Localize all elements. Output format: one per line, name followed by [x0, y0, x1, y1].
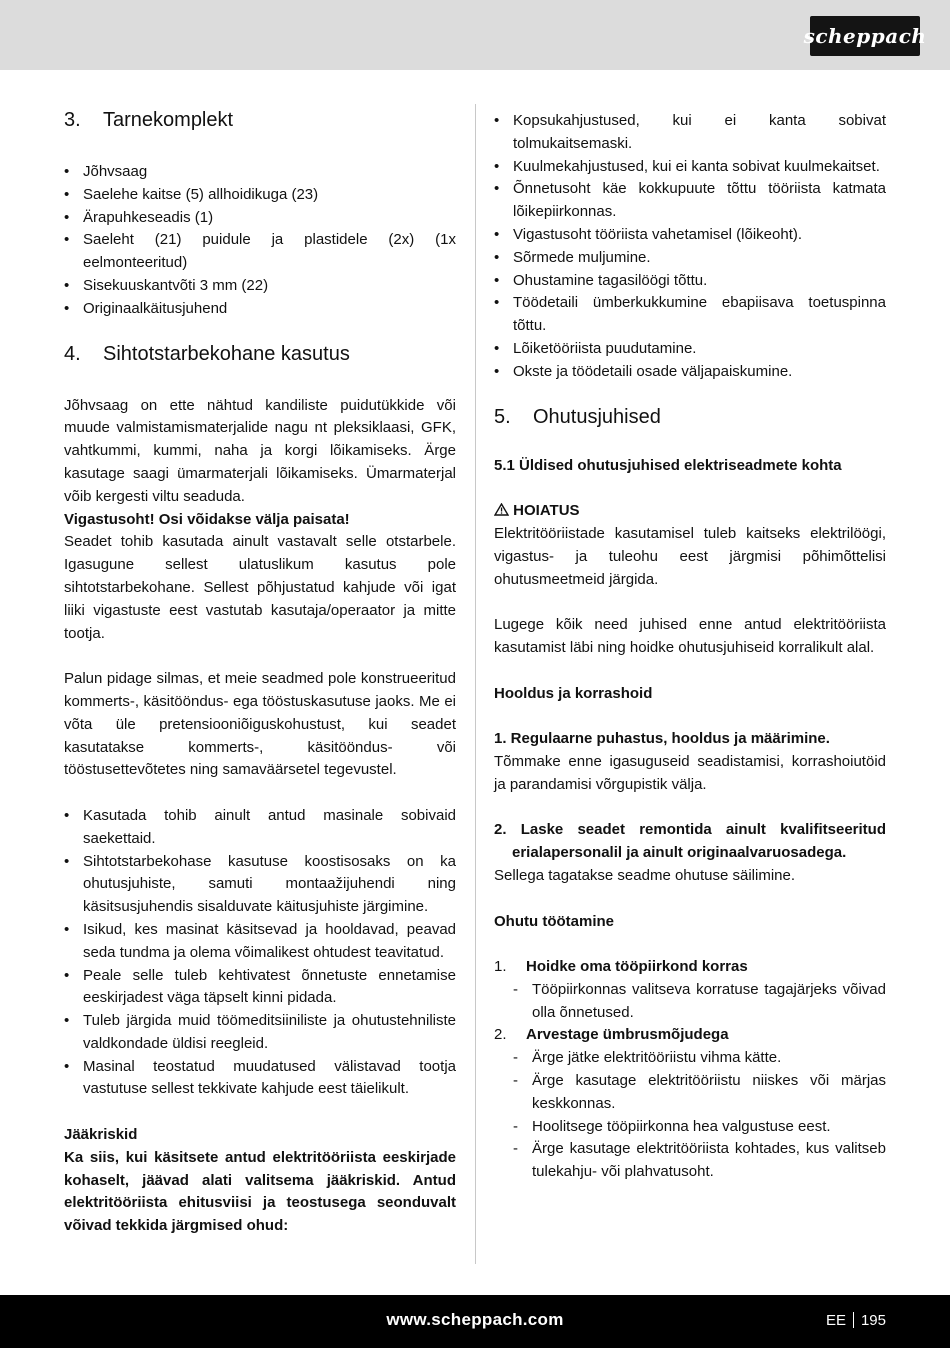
item-title: Hoidke oma tööpiirkond korras — [526, 958, 748, 976]
list-item: - Ärge jätke elektritööriistu vihma kätte. — [513, 1047, 886, 1070]
warning-triangle-icon — [494, 502, 513, 519]
list-item: • Ärapuhkeseadis (1) — [64, 207, 456, 230]
numbered-item — [494, 956, 886, 979]
footer-bar — [0, 1295, 950, 1348]
paragraph: Lugege kõik need juhised enne antud elektritööriista kasutamist läbi ning hoidke ohutusjuhiseid korralikult alal. — [494, 616, 886, 656]
section-number: 5. — [494, 405, 511, 428]
paragraph: Elektritööriistade kasutamisel tuleb kaitseks elektrilöögi, vigastus- ja tuleohu eest järgmisi põhimõttelisi ohutusmeetmeid järgida. — [494, 524, 886, 588]
list-item: • Jõhvsaag — [64, 161, 456, 184]
list-item: • Sõrmede muljumine. — [494, 247, 886, 270]
item-number: 2. — [494, 1026, 507, 1044]
list-item: • Töödetaili ümberkukkumine ebapiisava toetuspinna tõttu. — [494, 292, 886, 338]
list-item: • Kuulmekahjustused, kui ei kanta sobivat kuulmekaitset. — [494, 156, 886, 179]
left-column — [64, 100, 456, 1238]
item-number: 1. — [494, 958, 507, 976]
list-item: - Ärge kasutage elektritööriista kohtades, kus valitseb tulekahju- või plahvatusoht. — [513, 1138, 886, 1184]
list-item: • Peale selle tuleb kehtivatest õnnetuste ennetamise eeskirjadest väga täpselt kinni pidada. — [64, 965, 456, 1011]
list-item: • Masinal teostatud muudatused välistavad tootja vastutuse sellest tekkivate kahjude eest täielikult. — [64, 1056, 456, 1102]
list-item: • Originaalkäitusjuhend — [64, 298, 456, 321]
page-indicator — [826, 1310, 886, 1333]
section-title: Ohutusjuhised — [533, 405, 661, 428]
risk-list — [494, 110, 886, 384]
residual-risks-title: Jääkriskid — [64, 1126, 138, 1144]
list-item: • Ohustamine tagasilöögi tõttu. — [494, 270, 886, 293]
list-item: • Kopsukahjustused, kui ei kanta sobivat tolmukaitsemaski. — [494, 110, 886, 156]
maintenance-title: Hooldus ja korrashoid — [494, 684, 653, 702]
residual-risks-text: Ka siis, kui käsitsete antud elektritööriista eeskirjade kohaselt, jäävad alati valitsema jääkriskid. Antud elektritööriista ehitusviisi ja teostusega seonduvalt võivad tekkida järgmised ohud: — [64, 1148, 456, 1235]
delivery-list — [64, 161, 456, 321]
subsection-title: 5.1 Üldised ohutusjuhised elektriseadmete kohta — [494, 456, 842, 474]
list-item: • Saeleht (21) puidule ja plastidele (2x) (1x eelmonteeritud) — [64, 229, 456, 275]
item-title: Arvestage ümbrusmõjudega — [526, 1026, 729, 1044]
list-item: • Sisekuuskantvõti 3 mm (22) — [64, 275, 456, 298]
paragraph: Palun pidage silmas, et meie seadmed pole konstrueeritud kommerts-, käsitööndus- ega tööstuskasutuse jaoks. Me ei võta üle pretensiooniõiguskohustust, kui seadet kasutatakse kommerts-, käsitööndus- või tööstusettevõtetes ning samaväärsetel tegevustel. — [64, 670, 456, 779]
page-number: 195 — [860, 1312, 886, 1329]
list-item: • Isikud, kes masinat käsitsevad ja hooldavad, peavad seda tundma ja olema võimalikest ohtudest teavitatud. — [64, 919, 456, 965]
numbered-item — [494, 1024, 886, 1047]
warning-heading — [494, 500, 886, 523]
section-number: 3. — [64, 109, 81, 131]
list-item: • Tuleb järgida muid töömeditsiiniliste ja ohutustehniliste valdkondade üldisi reegleid. — [64, 1010, 456, 1056]
section-title: Tarnekomplekt — [103, 109, 234, 131]
dash-list — [513, 1047, 886, 1184]
maintenance-item-title: 1. Regulaarne puhastus, hooldus ja määrimine. — [494, 730, 830, 748]
paragraph: Sellega tagatakse seadme ohutuse säilimine. — [494, 866, 796, 884]
maintenance-item-title: 2. Laske seadet remontida ainult kvalifitseeritud erialapersonalil ja ainult originaalvaruosadega. — [494, 821, 886, 862]
list-item: • Okste ja töödetaili osade väljapaiskumine. — [494, 361, 886, 384]
safe-work-title: Ohutu töötamine — [494, 912, 614, 930]
use-list — [64, 805, 456, 1101]
column-divider — [475, 104, 476, 1264]
language-code: EE — [825, 1312, 846, 1329]
list-item: • Vigastusoht tööriista vahetamisel (lõikeoht). — [494, 224, 886, 247]
website-link[interactable]: www.scheppach.com — [386, 1310, 564, 1329]
list-item: - Ärge kasutage elektritööriistu niiskes või märjas keskkonnas. — [513, 1070, 886, 1116]
right-column — [494, 100, 886, 1184]
section-5-heading — [494, 404, 886, 430]
list-item: • Õnnetusoht käe kokkupuute tõttu tööriista katmata lõikepiirkonnas. — [494, 178, 886, 224]
section-number: 4. — [64, 342, 81, 365]
section-3-heading — [64, 107, 456, 133]
dash-list — [513, 979, 886, 1025]
paragraph: Jõhvsaag on ette nähtud kandiliste puidutükkide või muude valmistamismaterjalide nagu nt pleksiklaasi, GFK, vahtkummi, kummi, naha ja korgi lõikamiseks. Ärge kasutage saagi ümarmaterjali lõikamiseks. Ümarmaterjal võib kergesti viltu seaduda. — [64, 396, 456, 505]
warning-label: HOIATUS — [513, 502, 580, 520]
list-item: • Lõiketööriista puudutamine. — [494, 338, 886, 361]
warning-text: Vigastusoht! Osi võidakse välja paisata! — [64, 510, 350, 528]
list-item: - Hoolitsege tööpiirkonna hea valgustuse eest. — [513, 1116, 886, 1139]
list-item: - Tööpiirkonnas valitseva korratuse tagajärjeks võivad olla õnnetused. — [513, 979, 886, 1025]
paragraph: Tõmmake enne igasuguseid seadistamisi, korrashoiutöid ja parandamisi võrgupistik välja. — [494, 752, 886, 793]
section-title: Sihtotstarbekohane kasutus — [103, 342, 350, 365]
list-item: • Saelehe kaitse (5) allhoidikuga (23) — [64, 184, 456, 207]
header-bar — [0, 0, 950, 70]
list-item: • Sihtotstarbekohase kasutuse koostisosaks on ka ohutusjuhiste, samuti montaažijuhendi ning käsitsusjuhendis sisalduvate käitusjuhiste järgimine. — [64, 851, 456, 919]
section-4-heading — [64, 341, 456, 367]
scheppach-logo: scheppach — [810, 16, 920, 56]
list-item: • Kasutada tohib ainult antud masinale sobivaid saekettaid. — [64, 805, 456, 851]
paragraph: Seadet tohib kasutada ainult vastavalt selle otstarbele. Igasugune sellest ulatuslikum kasutus pole sihtotstarbekohane. Sellest põhjustatud kahjude või igat liiki vigastuste eest vastutab kasutaja/operaator ja mitte tootja. — [64, 533, 456, 642]
